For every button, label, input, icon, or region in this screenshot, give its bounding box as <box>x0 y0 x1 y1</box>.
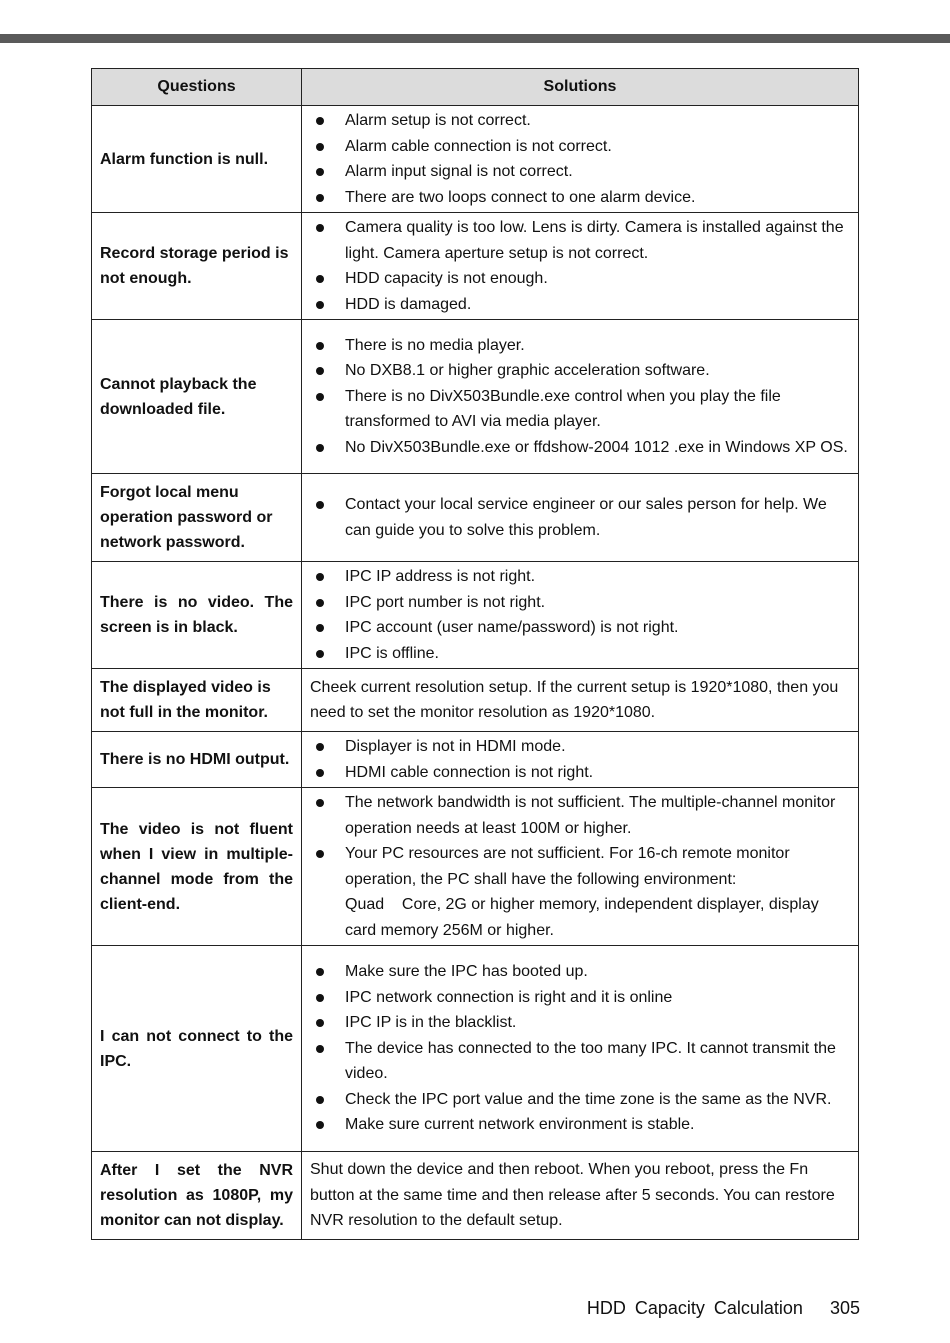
solution-item: The device has connected to the too many IPC. It cannot transmit the video. <box>310 1036 852 1087</box>
solution-item: No DXB8.1 or higher graphic acceleration software. <box>310 358 852 384</box>
solution-item: IPC port number is not right. <box>310 590 852 616</box>
table-row <box>92 213 859 320</box>
solution-item: Camera quality is too low. Lens is dirty. Camera is installed against the light. Camera aperture setup is not correct. <box>310 215 852 266</box>
question-cell: Alarm function is null. <box>92 106 302 213</box>
page-footer <box>587 1298 860 1319</box>
solution-item: Alarm cable connection is not correct. <box>310 134 852 160</box>
question-cell: Forgot local menu operation password or network password. <box>92 474 302 562</box>
solution-cell <box>302 732 859 788</box>
solution-cell <box>302 320 859 474</box>
solution-item: IPC is offline. <box>310 641 852 667</box>
table-row <box>92 669 859 732</box>
table-row <box>92 320 859 474</box>
question-cell: I can not connect to the IPC. <box>92 946 302 1152</box>
solution-item: Your PC resources are not sufficient. For 16-ch remote monitor operation, the PC shall have the following environment: <box>310 841 852 892</box>
solution-cell <box>302 474 859 562</box>
solution-cell <box>302 213 859 320</box>
table-row <box>92 474 859 562</box>
solution-item: IPC IP is in the blacklist. <box>310 1010 852 1036</box>
question-cell: There is no HDMI output. <box>92 732 302 788</box>
solution-item: Check the IPC port value and the time zone is the same as the NVR. <box>310 1087 852 1113</box>
solution-item: There are two loops connect to one alarm device. <box>310 185 852 211</box>
questions-header: Questions <box>92 69 302 106</box>
solution-item: IPC IP address is not right. <box>310 564 852 590</box>
solution-item: HDMI cable connection is not right. <box>310 760 852 786</box>
solution-item: HDD capacity is not enough. <box>310 266 852 292</box>
solution-item: Make sure the IPC has booted up. <box>310 959 852 985</box>
solution-item: There is no media player. <box>310 333 852 359</box>
environment-text: Quad Core, 2G or higher memory, independent displayer, display card memory 256M or higher. <box>345 896 819 939</box>
solution-item: Alarm input signal is not correct. <box>310 159 852 185</box>
solution-item: IPC network connection is right and it is online <box>310 985 852 1011</box>
solution-item: Alarm setup is not correct. <box>310 108 852 134</box>
table-row <box>92 1152 859 1240</box>
solution-cell <box>302 106 859 213</box>
question-cell: Record storage period is not enough. <box>92 213 302 320</box>
table-row <box>92 788 859 946</box>
table-row <box>92 732 859 788</box>
question-cell: There is no video. The screen is in black. <box>92 562 302 669</box>
solution-item: HDD is damaged. <box>310 292 852 318</box>
solution-item: There is no DivX503Bundle.exe control when you play the file transformed to AVI via media player. <box>310 384 852 435</box>
solution-cell <box>302 669 859 732</box>
solution-text: Shut down the device and then reboot. When you reboot, press the Fn button at the same time and then release after 5 seconds. You can restore NVR resolution to the default setup. <box>310 1161 835 1230</box>
solution-item: The network bandwidth is not sufficient. The multiple-channel monitor operation needs at least 100M or higher. <box>310 790 852 841</box>
question-cell: The displayed video is not full in the monitor. <box>92 669 302 732</box>
section-title: HDD Capacity Calculation <box>586 1298 803 1318</box>
solutions-header: Solutions <box>302 69 859 106</box>
solution-cell <box>302 788 859 946</box>
solution-item: No DivX503Bundle.exe or ffdshow-2004 1012 .exe in Windows XP OS. <box>310 435 852 461</box>
question-cell: The video is not fluent when I view in multiple-channel mode from the client-end. <box>92 788 302 946</box>
table-row <box>92 562 859 669</box>
solution-item: Displayer is not in HDMI mode. <box>310 734 852 760</box>
page-number: 305 <box>829 1298 860 1318</box>
top-rule <box>0 34 950 43</box>
table-row <box>92 946 859 1152</box>
solution-cell <box>302 562 859 669</box>
solution-item: Make sure current network environment is stable. <box>310 1112 852 1138</box>
solution-cell <box>302 1152 859 1240</box>
table-row <box>92 106 859 213</box>
solution-cell <box>302 946 859 1152</box>
question-cell: After I set the NVR resolution as 1080P, my monitor can not display. <box>92 1152 302 1240</box>
solution-item: Contact your local service engineer or our sales person for help. We can guide you to solve this problem. <box>310 492 852 543</box>
solution-text: Cheek current resolution setup. If the current setup is 1920*1080, then you need to set the monitor resolution as 1920*1080. <box>310 678 839 721</box>
table-header-row <box>92 69 859 106</box>
solution-item: IPC account (user name/password) is not right. <box>310 615 852 641</box>
troubleshooting-table <box>91 68 859 1240</box>
question-cell: Cannot playback the downloaded file. <box>92 320 302 474</box>
